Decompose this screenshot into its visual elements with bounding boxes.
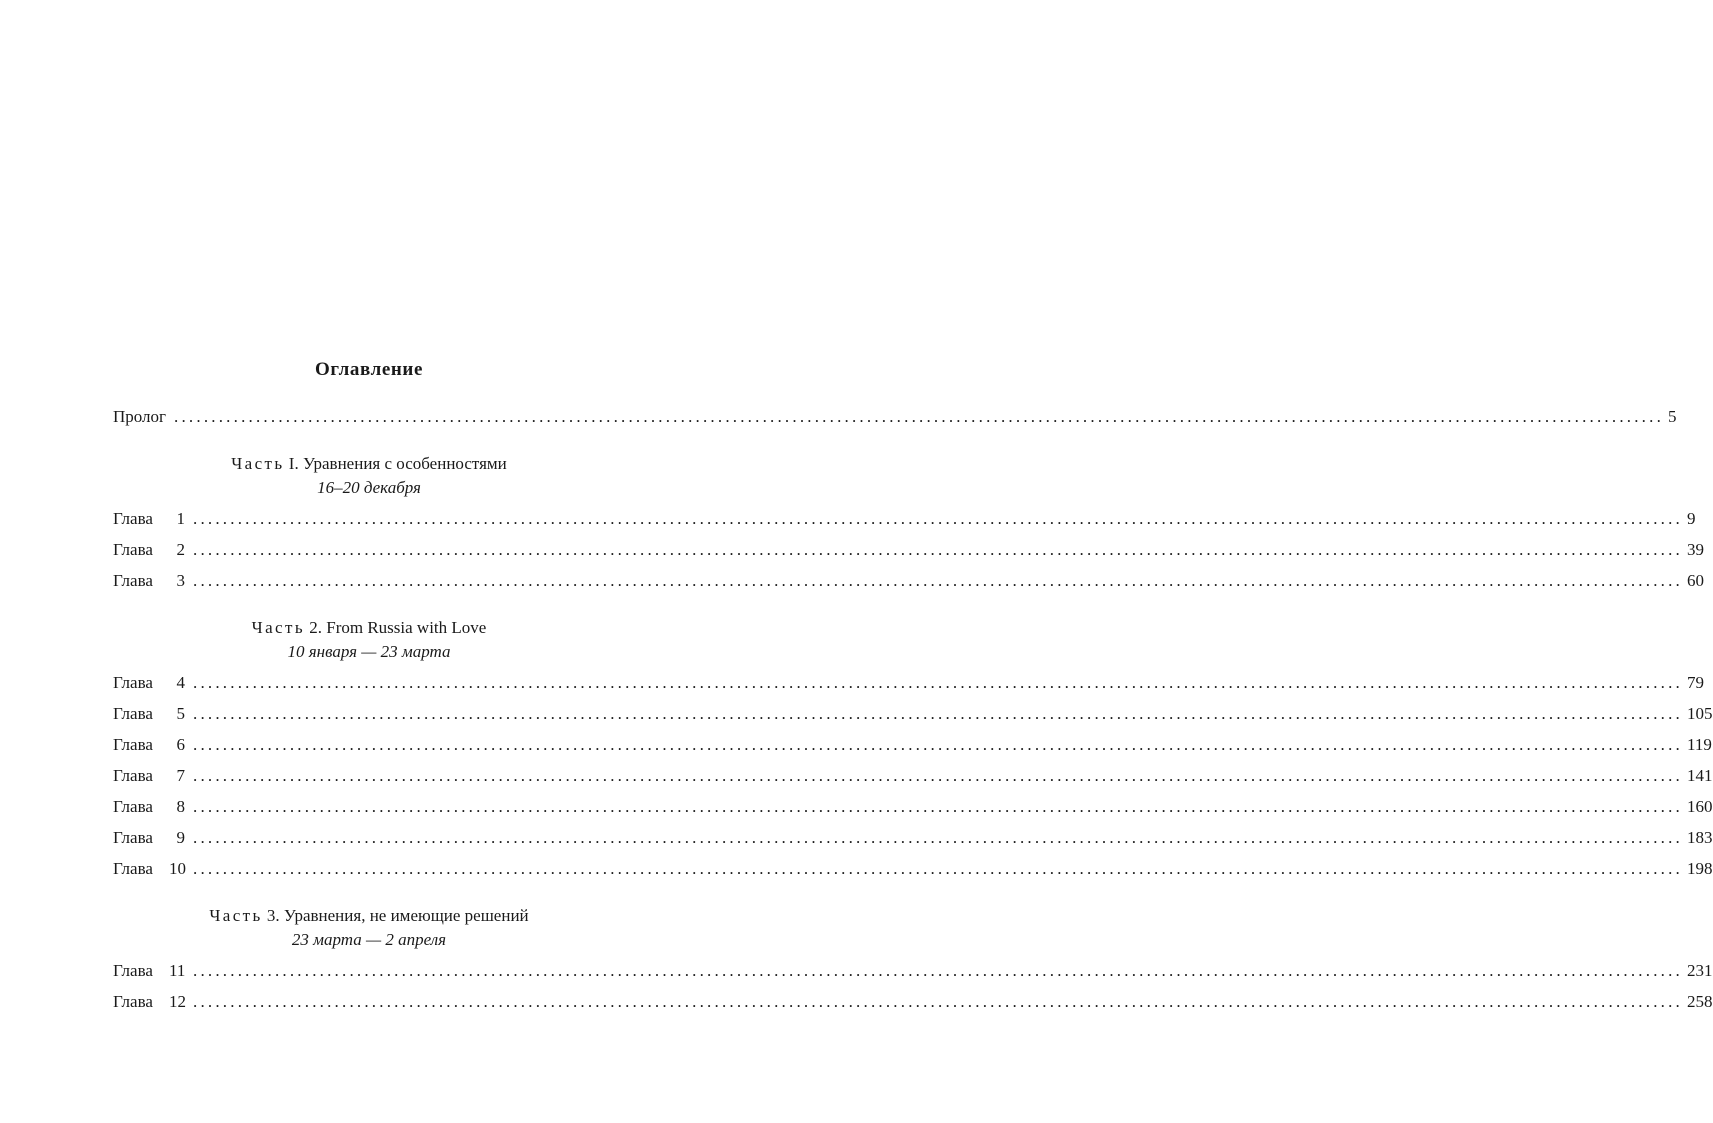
- page-number: 105: [1687, 704, 1713, 723]
- dot-leader: ........................................................................................................................................................................................................: [193, 540, 1683, 559]
- chapter-word: Глава: [113, 571, 153, 590]
- part-dates: 16–20 декабря: [317, 478, 421, 497]
- chapter-word: Глава: [113, 704, 153, 723]
- dot-leader: ........................................................................................................................................................................................................: [193, 766, 1683, 785]
- chapter-word: Глава: [113, 797, 153, 816]
- entry-label: [113, 760, 185, 791]
- page-number: 60: [1687, 571, 1704, 590]
- toc-entry-chapter-5[interactable]: [113, 698, 1713, 729]
- chapter-number: 11: [169, 961, 186, 980]
- dot-leader: ........................................................................................................................................................................................................: [193, 704, 1683, 723]
- part-name: Уравнения, не имеющие решений: [283, 906, 529, 925]
- part-name: From Russia with Love: [326, 618, 487, 637]
- part-title: Часть I. Уравнения с особенностями: [231, 454, 507, 473]
- dot-leader: ........................................................................................................................................................................................................: [193, 961, 1683, 980]
- chapter-word: Глава: [113, 859, 153, 878]
- dot-leader: ........................................................................................................................................................................................................: [193, 992, 1683, 1011]
- table-of-contents: [113, 355, 1713, 1017]
- page-number: 198: [1687, 859, 1713, 878]
- chapter-number: 3: [176, 571, 185, 590]
- entry-label: [113, 955, 185, 986]
- page-number: 5: [1668, 407, 1677, 426]
- part-title: Часть 3. Уравнения, не имеющие решений: [209, 906, 529, 925]
- entry-label: [113, 534, 185, 565]
- chapter-number: 12: [169, 992, 186, 1011]
- chapter-number: 6: [176, 735, 185, 754]
- part-number: 2: [309, 618, 318, 637]
- dot-leader: ........................................................................................................................................................................................................: [193, 859, 1683, 878]
- dot-leader: ........................................................................................................................................................................................................: [174, 407, 1665, 426]
- entry-label: [113, 822, 185, 853]
- toc-entry-prologue[interactable]: [113, 401, 1677, 432]
- chapter-number: 2: [176, 540, 185, 559]
- dot-leader: ........................................................................................................................................................................................................: [193, 509, 1683, 528]
- dot-leader: ........................................................................................................................................................................................................: [193, 673, 1683, 692]
- part-heading-1: [113, 451, 625, 500]
- toc-entry-chapter-7[interactable]: [113, 760, 1713, 791]
- toc-entry-chapter-4[interactable]: [113, 667, 1704, 698]
- toc-entry-chapter-2[interactable]: [113, 534, 1704, 565]
- page-number: 183: [1687, 828, 1713, 847]
- chapter-word: Глава: [113, 509, 153, 528]
- page-number: 9: [1687, 509, 1696, 528]
- page-number: 231: [1687, 961, 1713, 980]
- entry-label: [113, 667, 185, 698]
- part-prefix: Часть: [231, 454, 285, 473]
- part-prefix: Часть: [251, 618, 305, 637]
- toc-entry-chapter-6[interactable]: [113, 729, 1712, 760]
- part-heading-3: [113, 903, 625, 952]
- page-number: 39: [1687, 540, 1704, 559]
- page-number: 160: [1687, 797, 1713, 816]
- part-dates: 10 января — 23 марта: [287, 642, 451, 661]
- toc-entry-chapter-11[interactable]: [113, 955, 1713, 986]
- entry-label: [113, 853, 185, 884]
- chapter-number: 8: [176, 797, 185, 816]
- chapter-word: Глава: [113, 828, 153, 847]
- dot-leader: ........................................................................................................................................................................................................: [193, 735, 1683, 754]
- entry-label: [113, 503, 185, 534]
- dot-leader: ........................................................................................................................................................................................................: [193, 828, 1683, 847]
- part-name: Уравнения с особенностями: [302, 454, 507, 473]
- chapter-number: 7: [176, 766, 185, 785]
- dot-leader: ........................................................................................................................................................................................................: [193, 571, 1683, 590]
- toc-entry-chapter-1[interactable]: [113, 503, 1696, 534]
- entry-label: [113, 791, 185, 822]
- toc-entry-chapter-8[interactable]: [113, 791, 1713, 822]
- dot-leader: ........................................................................................................................................................................................................: [193, 797, 1683, 816]
- chapter-word: Глава: [113, 673, 153, 692]
- page-number: 119: [1687, 735, 1712, 754]
- chapter-word: Глава: [113, 735, 153, 754]
- page-number: 258: [1687, 992, 1713, 1011]
- part-title: Часть 2. From Russia with Love: [251, 618, 487, 637]
- part-heading-2: [113, 615, 625, 664]
- entry-label: Пролог: [113, 407, 167, 426]
- toc-entry-chapter-12[interactable]: [113, 986, 1713, 1017]
- toc-title: Оглавление: [314, 359, 424, 380]
- part-number: I: [288, 454, 295, 473]
- part-number: 3: [266, 906, 276, 925]
- chapter-number: 4: [176, 673, 185, 692]
- entry-label: [113, 698, 185, 729]
- part-dates: 23 марта — 2 апреля: [291, 930, 447, 949]
- entry-label: [113, 986, 185, 1017]
- chapter-number: 9: [176, 828, 185, 847]
- toc-entry-chapter-3[interactable]: [113, 565, 1704, 596]
- entry-label: [113, 565, 185, 596]
- page-number: 79: [1687, 673, 1704, 692]
- part-prefix: Часть: [209, 906, 263, 925]
- chapter-number: 1: [176, 509, 185, 528]
- page-number: 141: [1687, 766, 1713, 785]
- chapter-word: Глава: [113, 766, 153, 785]
- entry-label: [113, 729, 185, 760]
- chapter-word: Глава: [113, 540, 153, 559]
- chapter-word: Глава: [113, 961, 153, 980]
- chapter-word: Глава: [113, 992, 153, 1011]
- chapter-number: 10: [169, 859, 186, 878]
- toc-entry-chapter-9[interactable]: [113, 822, 1713, 853]
- toc-entry-chapter-10[interactable]: [113, 853, 1713, 884]
- chapter-number: 5: [176, 704, 185, 723]
